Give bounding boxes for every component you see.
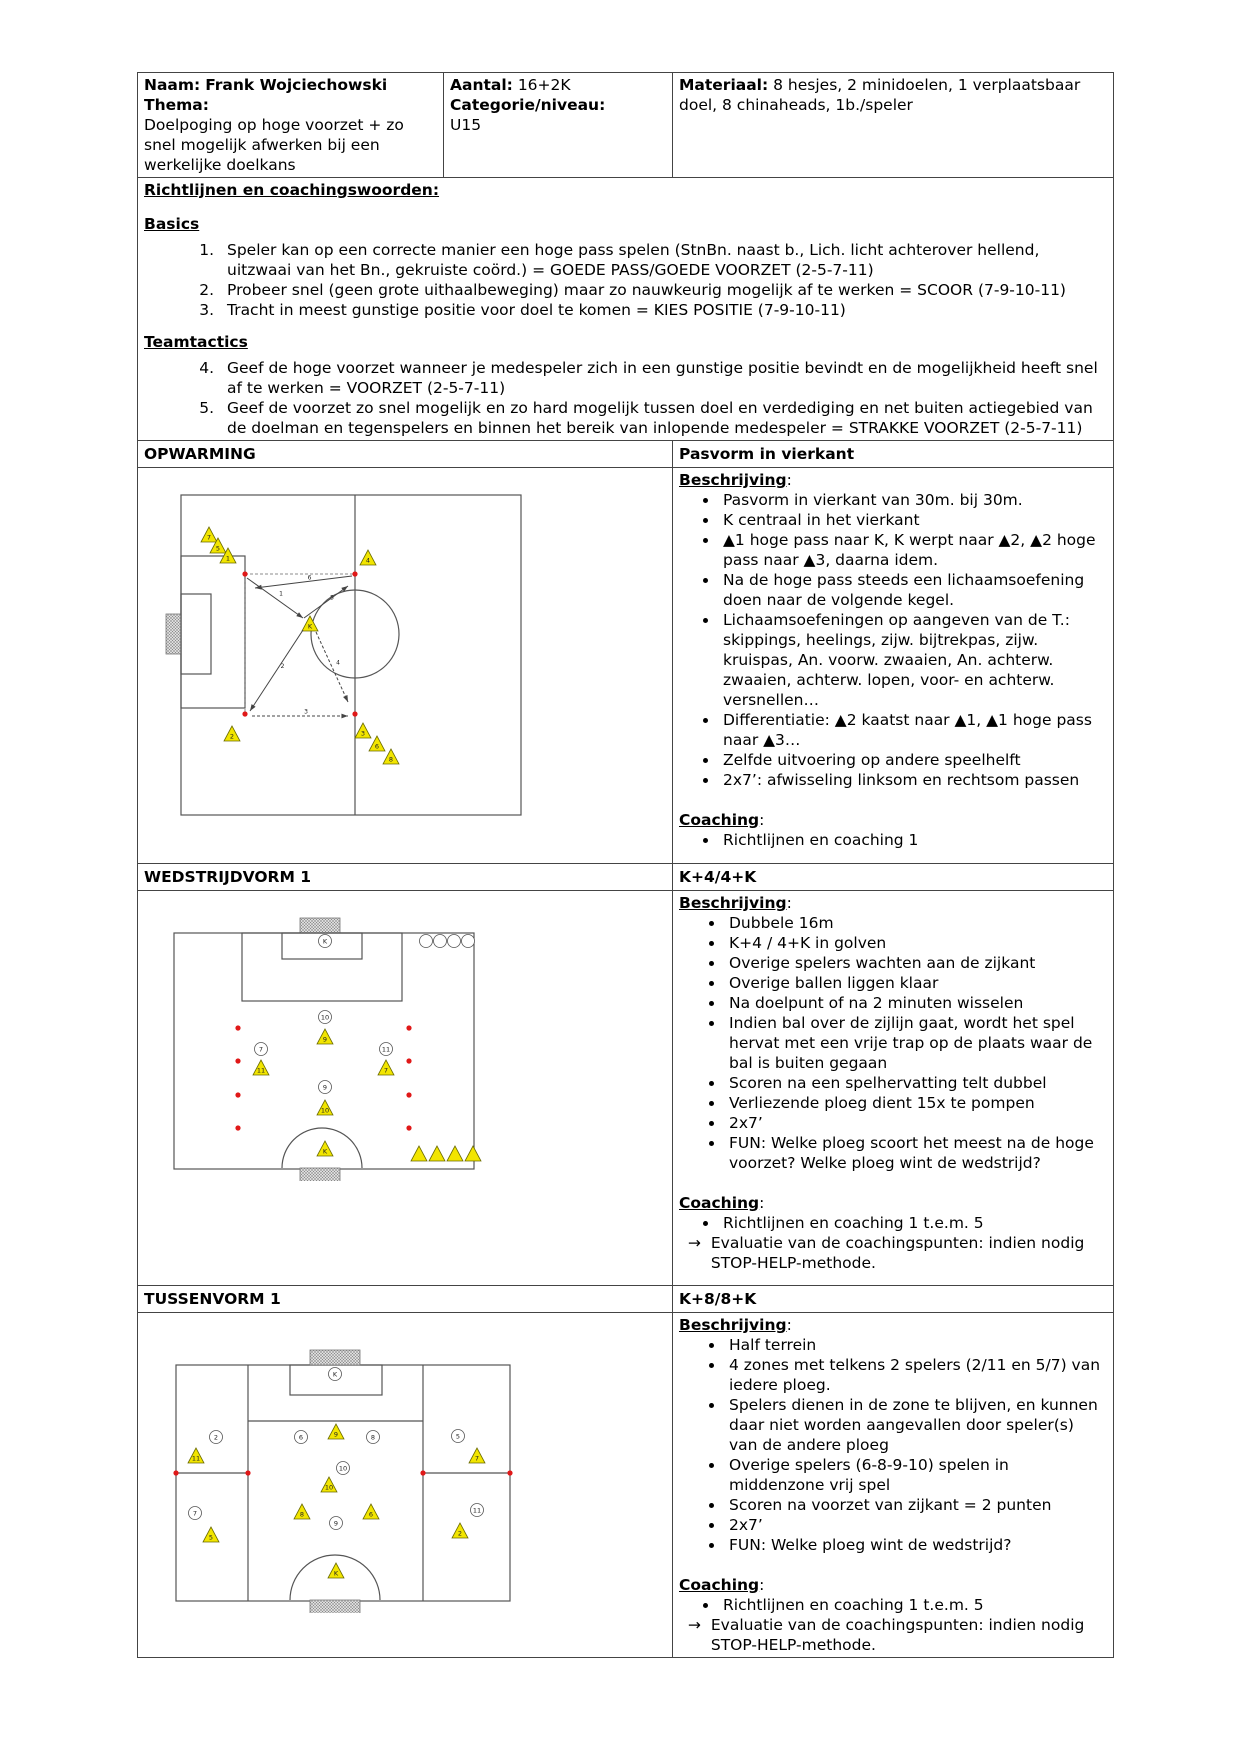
marker-dot-icon (173, 1470, 178, 1475)
marker-dot-icon (242, 571, 247, 576)
double-box-diagram (138, 891, 562, 1181)
cone-player-label: K (322, 1147, 328, 1156)
evaluatie-line (679, 1233, 1107, 1273)
description-item: • Overige spelers (6-8-9-10) spelen in middenzone vrij spel (725, 1455, 1107, 1495)
description-cell: Beschrijving: • Dubbele 16m • K+4 / 4+K in golven • Overige spelers wachten aan de zijkant • Overige ballen liggen klaar • Na doelpunt of na 2 minuten wisselen • Indien bal over de zijlijn gaat, wordt het spel hervat met een vrije trap op de plaats waar de bal is buiten gegaan • Scoren na een spelhervatting telt dubbel • Verliezende ploeg dient 15x te pompen • 2x7’ • FUN: Welke ploeg scoort het meest na de hoge voorzet? Welke ploeg wint de wedstrijd? Coaching: • Richtlijnen en coaching 1 t.e.m. 5 → Evaluatie van de coachingspunten: indien nodig STOP-HELP-methode. (673, 891, 1114, 1286)
ball-icon (420, 935, 433, 948)
coaching-list (679, 1213, 1107, 1233)
description-item: • Zelfde uitvoering op andere speelhelft (719, 750, 1107, 770)
arrow-label: 4 (336, 659, 340, 667)
cone-player-label: 8 (388, 755, 394, 764)
arrow-label: 6 (307, 574, 312, 582)
cone-player-label: 8 (299, 1510, 305, 1519)
description-item: • 2x7’ (725, 1113, 1107, 1133)
goal-net-icon (300, 1168, 340, 1181)
circle-player-label: 5 (455, 1432, 461, 1441)
coaching-item: • Richtlijnen en coaching 1 t.e.m. 5 (719, 1213, 1107, 1233)
section-title: Pasvorm in vierkant (673, 441, 1114, 468)
pitch-outline (174, 933, 474, 1169)
naam-value: Frank Wojciechowski (205, 76, 388, 94)
aantal-label: Aantal: (450, 76, 513, 94)
cone-player-label: 9 (322, 1035, 328, 1044)
evaluatie-text: Evaluatie van de coachingspunten: indien nodig STOP-HELP-methode. (710, 1234, 1085, 1272)
arrow-head-icon (255, 585, 262, 590)
section-header-row (138, 1286, 1114, 1313)
evaluatie-text: Evaluatie van de coachingspunten: indien nodig STOP-HELP-methode. (710, 1616, 1085, 1654)
arrow-label: 1 (279, 590, 283, 598)
cone-player-label: 10 (324, 1483, 334, 1492)
section-title: K+8/8+K (673, 1286, 1114, 1313)
marker-dot-icon (406, 1025, 411, 1030)
description-item: • Verliezende ploeg dient 15x te pompen (725, 1093, 1107, 1113)
cone-player-label: 4 (365, 556, 371, 565)
teamtactics-item: 4. Geef de hoge voorzet wanneer je medespeler zich in een gunstige positie bevindt en de mogelijkheid heeft snel af te werken = VOORZET (2-5-7-11) (219, 358, 1107, 398)
description-item: • 2x7’: afwisseling linksom en rechtsom passen (719, 770, 1107, 790)
goal-net-icon (310, 1600, 360, 1613)
naam-cell (138, 73, 444, 178)
circle-player-label: 11 (472, 1506, 482, 1515)
penalty-box (181, 556, 245, 708)
marker-dot-icon (420, 1470, 425, 1475)
coaching-label: Coaching (679, 1576, 760, 1594)
circle-player-label: 7 (192, 1509, 198, 1518)
beschrijving-label: Beschrijving (679, 471, 787, 489)
description-item: • Na de hoge pass steeds een lichaamsoefening doen naar de volgende kegel. (719, 570, 1107, 610)
marker-dot-icon (406, 1125, 411, 1130)
description-item: • Indien bal over de zijlijn gaat, wordt het spel hervat met een vrije trap op de plaats waar de bal is buiten gegaan (725, 1013, 1107, 1073)
coaching-list (679, 1595, 1107, 1615)
beschrijving-label: Beschrijving (679, 1316, 787, 1334)
marker-dot-icon (235, 1025, 240, 1030)
evaluatie-line (679, 1615, 1107, 1655)
basics-list (144, 240, 1107, 320)
description-item: • ▲1 hoge pass naar K, K werpt naar ▲2, ▲2 hoge pass naar ▲3, daarna idem. (719, 530, 1107, 570)
circle-player-label: 10 (338, 1464, 348, 1473)
description-item: • Overige ballen liggen klaar (725, 973, 1107, 993)
section-name: WEDSTRIJDVORM 1 (138, 864, 673, 891)
cone-player-icon (465, 1146, 481, 1161)
description-item: • Differentiatie: ▲2 kaatst naar ▲1, ▲1 hoge pass naar ▲3… (719, 710, 1107, 750)
description-item: • Scoren na een spelhervatting telt dubbel (725, 1073, 1107, 1093)
description-item: • Pasvorm in vierkant van 30m. bij 30m. (719, 490, 1107, 510)
description-item: • Lichaamsoefeningen op aangeven van de T.: skippings, heelings, zijw. bijtrekpas, zijw. kruispas, An. voorw. zwaaien, An. achterw. zwaaien, achterw. lopen, voor- en achterw. versnellen… (719, 610, 1107, 710)
marker-dot-icon (245, 1470, 250, 1475)
beschrijving-label: Beschrijving (679, 894, 787, 912)
section-body-row (138, 468, 1114, 864)
description-cell: Beschrijving: • Half terrein • 4 zones met telkens 2 spelers (2/11 en 5/7) van iedere ploeg. • Spelers dienen in de zone te blijven, en kunnen daar niet worden aangevallen door speler(s) van de andere ploeg • Overige spelers (6-8-9-10) spelen in middenzone vrij spel • Scoren na voorzet van zijkant = 2 punten • 2x7’ • FUN: Welke ploeg wint de wedstrijd? Coaching: • Richtlijnen en coaching 1 t.e.m. 5 → Evaluatie van de coachingspunten: indien nodig STOP-HELP-methode. (673, 1313, 1114, 1658)
cone-player-label: 1 (225, 554, 231, 563)
coaching-list (679, 830, 1107, 850)
arrow-icon: → (687, 1616, 701, 1634)
four-zone-diagram (138, 1313, 562, 1613)
description-item: • K+4 / 4+K in golven (725, 933, 1107, 953)
marker-dot-icon (352, 571, 357, 576)
coaching-label: Coaching (679, 1194, 760, 1212)
categorie-label: Categorie/niveau: (450, 96, 606, 114)
naam-label: Naam: (144, 76, 201, 94)
description-item: • Overige spelers wachten aan de zijkant (725, 953, 1107, 973)
materiaal-label: Materiaal: (679, 76, 769, 94)
circle-player-label: 11 (381, 1045, 391, 1054)
goal-area (181, 594, 211, 674)
coaching-label: Coaching (679, 811, 760, 829)
basics-item: 2. Probeer snel (geen grote uithaalbeweging) maar zo nauwkeurig mogelijk af te werken = SCOOR (7-9-10-11) (219, 280, 1107, 300)
training-sheet (137, 72, 1114, 1658)
header-row (138, 73, 1114, 178)
circle-player-label: 9 (333, 1519, 339, 1528)
description-item: • Spelers dienen in de zone te blijven, en kunnen daar niet worden aangevallen door speler(s) van de andere ploeg (725, 1395, 1107, 1455)
cone-player-label: 6 (374, 742, 380, 751)
description-item: • Half terrein (725, 1335, 1107, 1355)
marker-dot-icon (507, 1470, 512, 1475)
description-item: • K centraal in het vierkant (719, 510, 1107, 530)
cone-player-icon (411, 1146, 427, 1161)
description-list (679, 490, 1107, 790)
cone-player-label: 6 (368, 1510, 374, 1519)
pitch-outline (181, 495, 521, 815)
goal-net-icon (310, 1350, 360, 1365)
circle-player-label: 8 (370, 1433, 376, 1442)
description-item: • FUN: Welke ploeg wint de wedstrijd? (725, 1535, 1107, 1555)
cone-player-label: 7 (383, 1066, 389, 1075)
description-list (679, 913, 1107, 1173)
marker-dot-icon (352, 711, 357, 716)
cone-player-label: 3 (360, 729, 366, 738)
circle-player-label: K (332, 1370, 338, 1379)
basics-title: Basics (144, 215, 200, 233)
thema-label: Thema: (144, 96, 209, 114)
arrow-head-icon (296, 612, 303, 618)
cone-player-label: 11 (256, 1066, 266, 1075)
page (137, 72, 1113, 1658)
teamtactics-list (144, 358, 1107, 438)
thema-value: Doelpoging op hoge voorzet + zo snel mogelijk afwerken bij een werkelijke doelkans (144, 116, 404, 174)
cone-player-label: 5 (208, 1533, 214, 1542)
categorie-value: U15 (450, 116, 482, 134)
description-item: • Scoren na voorzet van zijkant = 2 punten (725, 1495, 1107, 1515)
richtlijnen-row (138, 178, 1114, 441)
aantal-value: 16+2K (517, 76, 571, 94)
goal-net-icon (300, 918, 340, 933)
aantal-cell (444, 73, 673, 178)
section-name: TUSSENVORM 1 (138, 1286, 673, 1313)
ball-icon (434, 935, 447, 948)
cone-player-label: 7 (206, 533, 212, 542)
richtlijnen-cell (138, 178, 1114, 441)
materiaal-cell (673, 73, 1114, 178)
cone-player-label: 2 (457, 1529, 463, 1538)
marker-dot-icon (235, 1125, 240, 1130)
description-item: • Dubbele 16m (725, 913, 1107, 933)
circle-player-label: 10 (320, 1013, 330, 1022)
pass-arrow (247, 578, 303, 618)
pass-arrow (316, 632, 348, 702)
cone-player-icon (447, 1146, 463, 1161)
arrow-head-icon (341, 714, 348, 719)
square-pass-diagram (138, 468, 562, 858)
materiaal-value: 8 hesjes, 2 minidoelen, 1 verplaatsbaar doel, 8 chinaheads, 1b./speler (679, 76, 1081, 114)
section-title: K+4/4+K (673, 864, 1114, 891)
description-item: • Na doelpunt of na 2 minuten wisselen (725, 993, 1107, 1013)
marker-dot-icon (406, 1058, 411, 1063)
pass-arrow (255, 576, 352, 588)
arrow-head-icon (343, 695, 348, 702)
description-item: • 4 zones met telkens 2 spelers (2/11 en 5/7) van iedere ploeg. (725, 1355, 1107, 1395)
teamtactics-item: 5. Geef de voorzet zo snel mogelijk en zo hard mogelijk tussen doel en verdediging en net buiten actiegebied van de doelman en tegenspelers en binnen het bereik van inlopende medespeler = STRAKKE VOORZET (2-5-7-11) (219, 398, 1107, 438)
description-item: • FUN: Welke ploeg scoort het meest na de hoge voorzet? Welke ploeg wint de wedstrijd? (725, 1133, 1107, 1173)
cone-player-label: 5 (215, 544, 221, 553)
arrow-icon: → (687, 1234, 701, 1252)
basics-item: 1. Speler kan op een correcte manier een hoge pass spelen (StnBn. naast b., Lich. licht achterover hellend, uitzwaai van het Bn., gekruiste coörd.) = GOEDE PASS/GOEDE VOORZET (2-5-7-11) (219, 240, 1107, 280)
description-cell: Beschrijving: • Pasvorm in vierkant van 30m. bij 30m. • K centraal in het vierkant • ▲1 hoge pass naar K, K werpt naar ▲2, ▲2 hoge pass naar ▲3, daarna idem. • Na de hoge pass steeds een lichaamsoefening doen naar de volgende kegel. • Lichaamsoefeningen op aangeven van de T.: skippings, heelings, zijw. bijtrekpas, zijw. kruispas, An. voorw. zwaaien, An. achterw. zwaaien, achterw. lopen, voor- en achterw. versnellen… • Differentiatie: ▲2 kaatst naar ▲1, ▲1 hoge pass naar ▲3… • Zelfde uitvoering op andere speelhelft • 2x7’: afwisseling linksom en rechtsom passen Coaching: • Richtlijnen en coaching 1 (673, 468, 1114, 864)
cone-player-icon (429, 1146, 445, 1161)
description-item: • 2x7’ (725, 1515, 1107, 1535)
diagram-cell (138, 1313, 673, 1658)
teamtactics-title: Teamtactics (144, 333, 248, 351)
coaching-item: • Richtlijnen en coaching 1 (719, 830, 1107, 850)
circle-player-label: 6 (298, 1433, 304, 1442)
arrow-label: 2 (280, 663, 285, 670)
section-body-row (138, 891, 1114, 1286)
richtlijnen-title: Richtlijnen en coachingswoorden: (144, 181, 440, 199)
diagram-cell (138, 891, 673, 1286)
section-name: OPWARMING (138, 441, 673, 468)
ball-icon (448, 935, 461, 948)
arrow-label: 5 (330, 594, 334, 602)
marker-dot-icon (242, 711, 247, 716)
marker-dot-icon (235, 1058, 240, 1063)
ball-icon (462, 935, 475, 948)
circle-player-label: 9 (322, 1083, 328, 1092)
circle-player-label: 2 (213, 1433, 219, 1442)
section-header-row (138, 864, 1114, 891)
cone-player-label: 11 (191, 1454, 201, 1463)
arrow-label: 3 (304, 708, 308, 716)
pitch-outline (176, 1365, 510, 1601)
pass-arrow (250, 630, 303, 711)
description-list (679, 1335, 1107, 1555)
goal-net-icon (166, 614, 181, 654)
arrow-head-icon (250, 704, 256, 711)
cone-player-label: 10 (320, 1106, 330, 1115)
coaching-item: • Richtlijnen en coaching 1 t.e.m. 5 (719, 1595, 1107, 1615)
marker-dot-icon (235, 1092, 240, 1097)
diagram-cell (138, 468, 673, 864)
section-header-row (138, 441, 1114, 468)
cone-player-label: K (307, 622, 313, 631)
cone-player-label: 2 (229, 732, 235, 741)
pass-arrow (304, 586, 348, 618)
section-body-row (138, 1313, 1114, 1658)
cone-player-label: 9 (333, 1430, 339, 1439)
marker-dot-icon (406, 1092, 411, 1097)
basics-item: 3. Tracht in meest gunstige positie voor doel te komen = KIES POSITIE (7-9-10-11) (219, 300, 1107, 320)
cone-player-label: K (333, 1569, 339, 1578)
cone-player-label: 7 (474, 1454, 480, 1463)
circle-player-label: 7 (258, 1045, 264, 1054)
circle-player-label: K (322, 937, 328, 946)
